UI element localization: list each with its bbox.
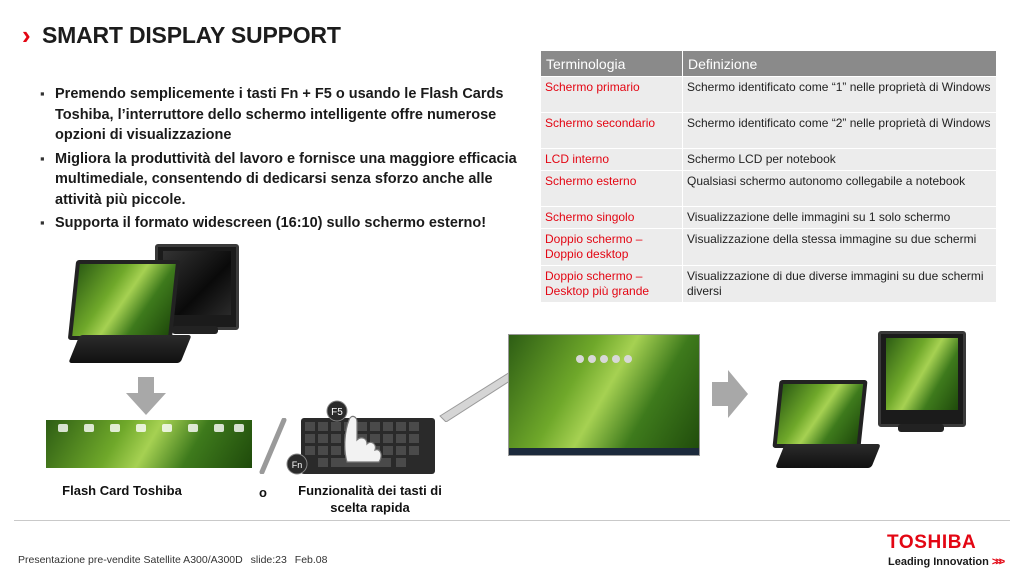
table-row — [541, 171, 997, 207]
laptop-image — [68, 260, 180, 340]
arrow-down-icon — [126, 377, 166, 415]
laptop-keyboard-base — [68, 335, 191, 363]
header-terminology: Terminologia — [541, 51, 683, 77]
flash-card-caption: Flash Card Toshiba — [62, 483, 182, 498]
table-row — [541, 207, 997, 229]
page-title: SMART DISPLAY SUPPORT — [42, 22, 341, 48]
bullet-list — [40, 84, 532, 237]
term-cell: Doppio schermo – Doppio desktop — [541, 229, 683, 266]
arrow-right-icon — [712, 370, 748, 418]
footer-slide-number: slide:23 — [250, 554, 287, 566]
fn-key-label: Fn — [291, 460, 303, 470]
table-row — [541, 266, 997, 303]
laptop-image — [772, 380, 867, 448]
term-cell: Schermo singolo — [541, 207, 683, 229]
flash-card-icon — [162, 424, 172, 432]
table-row — [541, 149, 997, 171]
bullet-item: ▪ Migliora la produttività del lavoro e fornisce una maggiore efficacia multimediale, consentendo di dedicarsi senza sforzo anche alle attività più piccole. — [40, 149, 532, 211]
toshiba-logo: TOSHIBA — [887, 532, 977, 553]
definition-cell: Visualizzazione di due diverse immagini su due schermi diversi — [683, 266, 997, 303]
footer-presentation: Presentazione pre-vendite Satellite A300/A300D — [18, 554, 243, 566]
flash-card-icon — [234, 424, 244, 432]
flash-card-icon — [58, 424, 68, 432]
term-cell: LCD interno — [541, 149, 683, 171]
title-chevron-icon: › — [22, 20, 31, 50]
taskbar — [509, 448, 699, 455]
tagline-text: Leading Innovation — [888, 556, 989, 568]
table-row — [541, 77, 997, 113]
definition-cell: Visualizzazione delle immagini su 1 solo schermo — [683, 207, 997, 229]
term-cell: Schermo primario — [541, 77, 683, 113]
desktop-screenshot-image — [508, 334, 700, 456]
flash-card-strip-image — [46, 420, 252, 468]
tagline-chevrons-icon: >>> — [991, 556, 1003, 568]
term-cell: Schermo esterno — [541, 171, 683, 207]
flash-card-icon — [110, 424, 120, 432]
laptop-wallpaper — [72, 264, 176, 336]
header-definition: Definizione — [683, 51, 997, 77]
laptop-keyboard-base — [775, 444, 881, 468]
flash-card-icons — [575, 353, 637, 365]
footer — [18, 554, 332, 566]
flash-card-icon — [188, 424, 198, 432]
table-row — [541, 113, 997, 149]
laptop-wallpaper — [777, 384, 863, 444]
flash-card-icon — [84, 424, 94, 432]
terminology-table — [540, 50, 997, 303]
table-row — [541, 229, 997, 266]
f5-key-label: F5 — [331, 407, 343, 418]
flash-card-icon — [136, 424, 146, 432]
flash-card-icon — [214, 424, 224, 432]
or-caption: o — [259, 485, 267, 500]
definition-cell: Schermo identificato come “2” nelle proprietà di Windows — [683, 113, 997, 149]
definition-cell: Visualizzazione della stessa immagine su due schermi — [683, 229, 997, 266]
footer-divider — [14, 520, 1010, 521]
footer-date: Feb.08 — [294, 554, 328, 566]
definition-cell: Schermo identificato come “1” nelle proprietà di Windows — [683, 77, 997, 113]
bullet-item: ▪ Supporta il formato widescreen (16:10) sullo schermo esterno! — [40, 213, 532, 234]
definition-cell: Schermo LCD per notebook — [683, 149, 997, 171]
brand-tagline — [888, 555, 1014, 569]
term-cell: Schermo secondario — [541, 113, 683, 149]
table-header-row — [541, 51, 997, 77]
term-cell: Doppio schermo – Desktop più grande — [541, 266, 683, 303]
hotkeys-caption: Funzionalità dei tasti di scelta rapida — [298, 483, 442, 515]
bullet-item: ▪ Premendo semplicemente i tasti Fn + F5 o usando le Flash Cards Toshiba, l’interruttore dello schermo intelligente offre numerose opzioni di visualizzazione — [40, 84, 532, 146]
monitor-stand — [898, 424, 944, 432]
definition-cell: Qualsiasi schermo autonomo collegabile a notebook — [683, 171, 997, 207]
keyboard-image — [285, 400, 437, 480]
monitor-stand — [172, 326, 218, 334]
monitor-screen — [886, 338, 958, 410]
external-monitor-image — [878, 331, 966, 427]
